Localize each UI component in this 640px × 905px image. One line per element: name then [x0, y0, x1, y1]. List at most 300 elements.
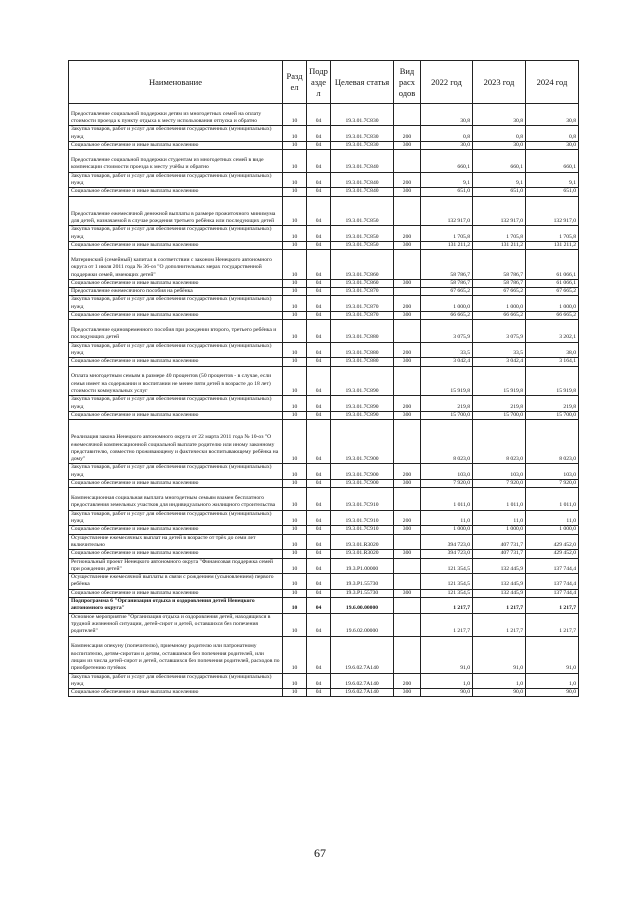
cell-subsection: 04 [307, 510, 331, 526]
cell-name: Предоставление социальной поддержки детям из многодетных семей на оплату стоимости проезда к пункту отдыха к месту использования отпуска и обратно [69, 104, 283, 126]
cell-target-article: 19.3.01.7С860 [331, 250, 394, 280]
cell-expense-type: 200 [394, 126, 421, 142]
cell-section: 10 [283, 312, 307, 320]
cell-target-article: 19.3.01.7С870 [331, 288, 394, 296]
cell-expense-type: 300 [394, 526, 421, 534]
cell-year-2022: 394 723,0 [421, 550, 473, 558]
cell-year-2023: 9,1 [473, 172, 526, 188]
table-row [69, 141, 579, 149]
cell-year-2024: 66 665,2 [526, 312, 579, 320]
cell-subsection: 04 [307, 226, 331, 242]
header-year-2022: 2022 год [421, 61, 473, 104]
cell-year-2023: 90,0 [473, 689, 526, 697]
cell-section: 10 [283, 558, 307, 574]
cell-year-2023: 15 700,0 [473, 411, 526, 419]
cell-target-article: 19.3.01.7С900 [331, 420, 394, 464]
table-row [69, 320, 579, 342]
cell-expense-type: 300 [394, 589, 421, 597]
cell-section: 10 [283, 526, 307, 534]
cell-expense-type: 200 [394, 673, 421, 689]
cell-year-2023: 132 445,9 [473, 589, 526, 597]
cell-subsection: 04 [307, 558, 331, 574]
cell-expense-type: 300 [394, 550, 421, 558]
cell-section: 10 [283, 366, 307, 396]
cell-year-2024: 3 164,1 [526, 358, 579, 366]
cell-target-article: 19.3.01.R3020 [331, 534, 394, 550]
cell-year-2022: 11,0 [421, 510, 473, 526]
table-row [69, 188, 579, 196]
cell-target-article: 19.3.01.7С910 [331, 510, 394, 526]
cell-year-2023: 66 665,2 [473, 312, 526, 320]
cell-section: 10 [283, 534, 307, 550]
table-row [69, 342, 579, 358]
cell-year-2023: 33,5 [473, 342, 526, 358]
cell-year-2023: 660,1 [473, 150, 526, 172]
cell-subsection: 04 [307, 526, 331, 534]
cell-section: 10 [283, 288, 307, 296]
cell-year-2022: 651,0 [421, 188, 473, 196]
cell-target-article: 19.3.01.7С850 [331, 196, 394, 226]
cell-year-2022: 91,0 [421, 636, 473, 673]
cell-name: Осуществление ежемесячных выплат на детей в возрасте от трёх до семи лет включительно [69, 534, 283, 550]
cell-section: 10 [283, 226, 307, 242]
cell-expense-type [394, 636, 421, 673]
cell-section: 10 [283, 396, 307, 412]
cell-year-2024: 1 217,7 [526, 613, 579, 636]
cell-target-article: 19.3.01.7С840 [331, 188, 394, 196]
cell-name: Закупка товаров, работ и услуг для обеспечения государственных (муниципальных) нужд [69, 396, 283, 412]
cell-year-2024: 1 705,8 [526, 226, 579, 242]
cell-year-2024: 15 700,0 [526, 411, 579, 419]
cell-year-2022: 30,8 [421, 104, 473, 126]
cell-section: 10 [283, 510, 307, 526]
table-row [69, 636, 579, 673]
cell-expense-type: 200 [394, 296, 421, 312]
cell-year-2023: 3 042,4 [473, 358, 526, 366]
cell-subsection: 04 [307, 550, 331, 558]
cell-year-2024: 131 211,2 [526, 241, 579, 249]
cell-subsection: 04 [307, 589, 331, 597]
cell-target-article: 19.3.01.7С840 [331, 150, 394, 172]
cell-section: 10 [283, 598, 307, 614]
table-row [69, 150, 579, 172]
cell-year-2024: 11,0 [526, 510, 579, 526]
cell-year-2023: 1 000,0 [473, 526, 526, 534]
cell-subsection: 04 [307, 141, 331, 149]
cell-section: 10 [283, 241, 307, 249]
cell-year-2024: 90,0 [526, 689, 579, 697]
cell-year-2022: 1 217,7 [421, 613, 473, 636]
cell-year-2023: 0,8 [473, 126, 526, 142]
cell-expense-type: 300 [394, 480, 421, 488]
cell-subsection: 04 [307, 188, 331, 196]
cell-subsection: 04 [307, 172, 331, 188]
cell-subsection: 04 [307, 598, 331, 614]
cell-name: Социальное обеспечение и иные выплаты населению [69, 188, 283, 196]
cell-year-2022: 132 917,0 [421, 196, 473, 226]
cell-expense-type [394, 613, 421, 636]
cell-subsection: 04 [307, 574, 331, 590]
cell-year-2024: 9,1 [526, 172, 579, 188]
cell-expense-type [394, 150, 421, 172]
table-row [69, 358, 579, 366]
cell-name: Оплата многодетным семьям в размере 40 процентов (50 процентов - в случае, если семья имеет на содержании и воспитании не менее пяти детей в возрасте до 18 лет) стоимости коммунальных услуг [69, 366, 283, 396]
cell-year-2023: 67 665,2 [473, 288, 526, 296]
cell-year-2022: 1 011,0 [421, 488, 473, 510]
cell-subsection: 04 [307, 411, 331, 419]
cell-subsection: 04 [307, 534, 331, 550]
cell-name: Осуществление ежемесячной выплаты в связи с рождением (усыновлением) первого ребёнка [69, 574, 283, 590]
cell-expense-type [394, 558, 421, 574]
cell-section: 10 [283, 150, 307, 172]
cell-year-2024: 7 920,0 [526, 480, 579, 488]
table-row [69, 673, 579, 689]
cell-year-2022: 7 920,0 [421, 480, 473, 488]
cell-section: 10 [283, 574, 307, 590]
cell-year-2022: 121 354,5 [421, 574, 473, 590]
cell-year-2024: 429 452,0 [526, 550, 579, 558]
cell-year-2023: 1,0 [473, 673, 526, 689]
header-subsection: Подр азде л [307, 61, 331, 104]
cell-expense-type [394, 196, 421, 226]
table-row [69, 396, 579, 412]
cell-expense-type [394, 320, 421, 342]
cell-target-article: 19.3.Р1.00000 [331, 558, 394, 574]
table-row [69, 104, 579, 126]
cell-subsection: 04 [307, 296, 331, 312]
cell-target-article: 19.3.01.7С900 [331, 464, 394, 480]
cell-subsection: 04 [307, 613, 331, 636]
cell-subsection: 04 [307, 420, 331, 464]
cell-year-2024: 137 744,4 [526, 574, 579, 590]
cell-year-2023: 132 917,0 [473, 196, 526, 226]
cell-subsection: 04 [307, 636, 331, 673]
cell-subsection: 04 [307, 358, 331, 366]
cell-expense-type: 300 [394, 358, 421, 366]
cell-year-2023: 1 217,7 [473, 613, 526, 636]
cell-year-2022: 90,0 [421, 689, 473, 697]
cell-section: 10 [283, 296, 307, 312]
cell-expense-type [394, 574, 421, 590]
cell-year-2022: 66 665,2 [421, 312, 473, 320]
cell-section: 10 [283, 188, 307, 196]
cell-year-2024: 61 066,1 [526, 279, 579, 287]
cell-year-2022: 15 700,0 [421, 411, 473, 419]
cell-expense-type: 200 [394, 172, 421, 188]
table-row [69, 420, 579, 464]
table-row [69, 241, 579, 249]
cell-year-2023: 8 023,0 [473, 420, 526, 464]
cell-section: 10 [283, 411, 307, 419]
cell-section: 10 [283, 279, 307, 287]
table-row [69, 279, 579, 287]
cell-year-2023: 407 731,7 [473, 550, 526, 558]
cell-subsection: 04 [307, 279, 331, 287]
cell-year-2023: 58 786,7 [473, 250, 526, 280]
cell-section: 10 [283, 141, 307, 149]
cell-target-article: 19.6.02.7А140 [331, 673, 394, 689]
cell-year-2022: 121 354,5 [421, 589, 473, 597]
cell-year-2024: 1 000,0 [526, 296, 579, 312]
cell-expense-type [394, 104, 421, 126]
cell-name: Предоставление социальной поддержки студентам из многодетных семей в виде компенсации стоимости проезда к месту учёбы и обратно [69, 150, 283, 172]
cell-year-2022: 3 042,4 [421, 358, 473, 366]
cell-name: Социальное обеспечение и иные выплаты населению [69, 358, 283, 366]
header-section: Разд ел [283, 61, 307, 104]
cell-year-2024: 0,8 [526, 126, 579, 142]
cell-year-2023: 11,0 [473, 510, 526, 526]
cell-subsection: 04 [307, 250, 331, 280]
cell-name: Подпрограмма 6 "Организация отдыха и оздоровления детей Ненецкого автономного округа" [69, 598, 283, 614]
cell-name: Социальное обеспечение и иные выплаты населению [69, 480, 283, 488]
cell-expense-type: 200 [394, 396, 421, 412]
header-year-2024: 2024 год [526, 61, 579, 104]
cell-subsection: 04 [307, 104, 331, 126]
table-row [69, 126, 579, 142]
cell-year-2023: 132 445,9 [473, 574, 526, 590]
cell-name: Предоставление единовременного пособия при рождении второго, третьего ребёнка и последующих детей [69, 320, 283, 342]
cell-year-2023: 91,0 [473, 636, 526, 673]
cell-subsection: 04 [307, 366, 331, 396]
cell-expense-type: 200 [394, 342, 421, 358]
cell-target-article: 19.3.Р1.55730 [331, 589, 394, 597]
cell-section: 10 [283, 488, 307, 510]
cell-name: Социальное обеспечение и иные выплаты населению [69, 589, 283, 597]
cell-name: Социальное обеспечение и иные выплаты населению [69, 241, 283, 249]
table-row [69, 196, 579, 226]
table-row [69, 550, 579, 558]
cell-year-2024: 1 217,7 [526, 598, 579, 614]
cell-year-2022: 103,0 [421, 464, 473, 480]
cell-year-2024: 219,8 [526, 396, 579, 412]
cell-section: 10 [283, 172, 307, 188]
cell-expense-type: 200 [394, 510, 421, 526]
cell-subsection: 04 [307, 126, 331, 142]
cell-year-2023: 1 217,7 [473, 598, 526, 614]
cell-section: 10 [283, 480, 307, 488]
cell-target-article: 19.3.01.7С880 [331, 320, 394, 342]
header-target-article: Целевая статья [331, 61, 394, 104]
table-row [69, 288, 579, 296]
cell-year-2022: 3 075,9 [421, 320, 473, 342]
cell-year-2022: 1 000,0 [421, 296, 473, 312]
cell-name: Социальное обеспечение и иные выплаты населению [69, 411, 283, 419]
cell-name: Закупка товаров, работ и услуг для обеспечения государственных (муниципальных) нужд [69, 126, 283, 142]
cell-target-article: 19.3.01.R3020 [331, 550, 394, 558]
cell-target-article: 19.3.01.7С860 [331, 279, 394, 287]
cell-year-2022: 121 354,5 [421, 558, 473, 574]
cell-target-article: 19.3.01.7С880 [331, 358, 394, 366]
table-row [69, 296, 579, 312]
cell-year-2023: 103,0 [473, 464, 526, 480]
cell-year-2024: 8 023,0 [526, 420, 579, 464]
table-row [69, 558, 579, 574]
cell-subsection: 04 [307, 342, 331, 358]
cell-year-2024: 30,8 [526, 104, 579, 126]
cell-year-2023: 58 786,7 [473, 279, 526, 287]
cell-year-2024: 1 011,0 [526, 488, 579, 510]
cell-year-2024: 1 000,0 [526, 526, 579, 534]
cell-name: Закупка товаров, работ и услуг для обеспечения государственных (муниципальных) нужд [69, 510, 283, 526]
cell-name: Закупка товаров, работ и услуг для обеспечения государственных (муниципальных) нужд [69, 673, 283, 689]
cell-expense-type: 300 [394, 188, 421, 196]
cell-subsection: 04 [307, 396, 331, 412]
cell-year-2023: 7 920,0 [473, 480, 526, 488]
table-row [69, 510, 579, 526]
cell-section: 10 [283, 126, 307, 142]
cell-subsection: 04 [307, 196, 331, 226]
table-row [69, 312, 579, 320]
cell-section: 10 [283, 250, 307, 280]
cell-section: 10 [283, 320, 307, 342]
cell-expense-type: 300 [394, 689, 421, 697]
cell-year-2024: 651,0 [526, 188, 579, 196]
cell-year-2024: 429 452,0 [526, 534, 579, 550]
cell-subsection: 04 [307, 150, 331, 172]
cell-year-2022: 58 786,7 [421, 279, 473, 287]
cell-subsection: 04 [307, 288, 331, 296]
cell-expense-type [394, 420, 421, 464]
cell-subsection: 04 [307, 488, 331, 510]
cell-subsection: 04 [307, 689, 331, 697]
cell-year-2024: 61 066,1 [526, 250, 579, 280]
cell-year-2023: 131 211,2 [473, 241, 526, 249]
cell-target-article: 19.3.01.7С890 [331, 366, 394, 396]
cell-year-2022: 131 211,2 [421, 241, 473, 249]
cell-year-2024: 38,0 [526, 342, 579, 358]
cell-target-article: 19.3.01.7С910 [331, 526, 394, 534]
cell-year-2022: 1 705,8 [421, 226, 473, 242]
table-row [69, 464, 579, 480]
cell-expense-type: 300 [394, 312, 421, 320]
cell-target-article: 19.3.01.7С900 [331, 480, 394, 488]
cell-year-2023: 30,0 [473, 141, 526, 149]
cell-section: 10 [283, 196, 307, 226]
cell-expense-type [394, 534, 421, 550]
cell-target-article: 19.3.01.7С850 [331, 226, 394, 242]
cell-section: 10 [283, 613, 307, 636]
cell-name: Социальное обеспечение и иные выплаты населению [69, 312, 283, 320]
header-year-2023: 2023 год [473, 61, 526, 104]
page-number: 67 [314, 846, 326, 860]
cell-year-2023: 651,0 [473, 188, 526, 196]
cell-year-2023: 30,8 [473, 104, 526, 126]
cell-target-article: 19.6.02.7А140 [331, 689, 394, 697]
cell-expense-type [394, 366, 421, 396]
header-expense-type: Вид расх одов [394, 61, 421, 104]
cell-year-2022: 660,1 [421, 150, 473, 172]
table-row [69, 488, 579, 510]
table-header-row [69, 61, 579, 104]
cell-name: Региональный проект Ненецкого автономного округа "Финансовая поддержка семей при рождении детей" [69, 558, 283, 574]
cell-name: Социальное обеспечение и иные выплаты населению [69, 550, 283, 558]
table-row [69, 226, 579, 242]
cell-expense-type [394, 250, 421, 280]
cell-year-2024: 67 665,2 [526, 288, 579, 296]
cell-expense-type: 300 [394, 279, 421, 287]
cell-year-2024: 103,0 [526, 464, 579, 480]
cell-name: Компенсация опекуну (попечителю), приемному родителю или патронатному воспитателю, детям-сиротам и детям, оставшимся без попечения родителей, или лицам из числа детей-сирот и детей, оставшихся без попечения родителей, расходов по приобретению путёвок [69, 636, 283, 673]
header-name: Наименование [69, 61, 283, 104]
cell-name: Основное мероприятие "Организация отдыха и оздоровления детей, находящихся в трудной жизненной ситуации, детей-сирот и детей, оставшихся без попечения родителей" [69, 613, 283, 636]
cell-subsection: 04 [307, 320, 331, 342]
cell-subsection: 04 [307, 673, 331, 689]
cell-name: Социальное обеспечение и иные выплаты населению [69, 689, 283, 697]
cell-section: 10 [283, 358, 307, 366]
cell-year-2024: 132 917,0 [526, 196, 579, 226]
cell-year-2024: 1,0 [526, 673, 579, 689]
cell-year-2023: 1 011,0 [473, 488, 526, 510]
cell-name: Социальное обеспечение и иные выплаты населению [69, 526, 283, 534]
cell-year-2024: 3 202,1 [526, 320, 579, 342]
cell-target-article: 19.3.01.7С840 [331, 172, 394, 188]
cell-year-2022: 1,0 [421, 673, 473, 689]
cell-section: 10 [283, 342, 307, 358]
cell-target-article: 19.3.01.7С830 [331, 141, 394, 149]
cell-subsection: 04 [307, 241, 331, 249]
cell-year-2023: 407 731,7 [473, 534, 526, 550]
cell-target-article: 19.6.02.00000 [331, 613, 394, 636]
cell-year-2022: 0,8 [421, 126, 473, 142]
table-row [69, 534, 579, 550]
cell-name: Социальное обеспечение и иные выплаты населению [69, 141, 283, 149]
cell-year-2023: 3 075,9 [473, 320, 526, 342]
cell-year-2022: 67 665,2 [421, 288, 473, 296]
cell-section: 10 [283, 550, 307, 558]
cell-year-2023: 1 705,8 [473, 226, 526, 242]
cell-section: 10 [283, 636, 307, 673]
cell-year-2022: 1 000,0 [421, 526, 473, 534]
cell-target-article: 19.3.01.7С870 [331, 312, 394, 320]
cell-year-2024: 660,1 [526, 150, 579, 172]
table-row [69, 480, 579, 488]
cell-year-2022: 30,0 [421, 141, 473, 149]
cell-expense-type: 300 [394, 411, 421, 419]
cell-section: 10 [283, 420, 307, 464]
table-row [69, 526, 579, 534]
cell-name: Закупка товаров, работ и услуг для обеспечения государственных (муниципальных) нужд [69, 226, 283, 242]
cell-section: 10 [283, 464, 307, 480]
cell-section: 10 [283, 673, 307, 689]
cell-year-2022: 58 786,7 [421, 250, 473, 280]
cell-year-2022: 33,5 [421, 342, 473, 358]
cell-target-article: 19.3.Р1.55730 [331, 574, 394, 590]
cell-target-article: 19.3.01.7С890 [331, 411, 394, 419]
table-row [69, 172, 579, 188]
cell-expense-type: 300 [394, 141, 421, 149]
table-row [69, 598, 579, 614]
cell-target-article: 19.3.01.7С890 [331, 396, 394, 412]
cell-expense-type: 300 [394, 241, 421, 249]
table-row [69, 574, 579, 590]
cell-expense-type [394, 288, 421, 296]
table-row [69, 411, 579, 419]
budget-table [68, 60, 579, 697]
cell-section: 10 [283, 689, 307, 697]
cell-section: 10 [283, 104, 307, 126]
cell-subsection: 04 [307, 464, 331, 480]
table-row [69, 366, 579, 396]
cell-year-2022: 15 919,8 [421, 366, 473, 396]
cell-year-2023: 1 000,0 [473, 296, 526, 312]
cell-section: 10 [283, 589, 307, 597]
cell-name: Предоставление ежемесячного пособия на ребёнка [69, 288, 283, 296]
cell-name: Компенсационная социальная выплата многодетным семьям взамен бесплатного предоставления земельных участков для индивидуального жилищного строительства [69, 488, 283, 510]
cell-subsection: 04 [307, 480, 331, 488]
table-row [69, 250, 579, 280]
cell-target-article: 19.3.01.7С850 [331, 241, 394, 249]
cell-target-article: 19.3.01.7С830 [331, 126, 394, 142]
